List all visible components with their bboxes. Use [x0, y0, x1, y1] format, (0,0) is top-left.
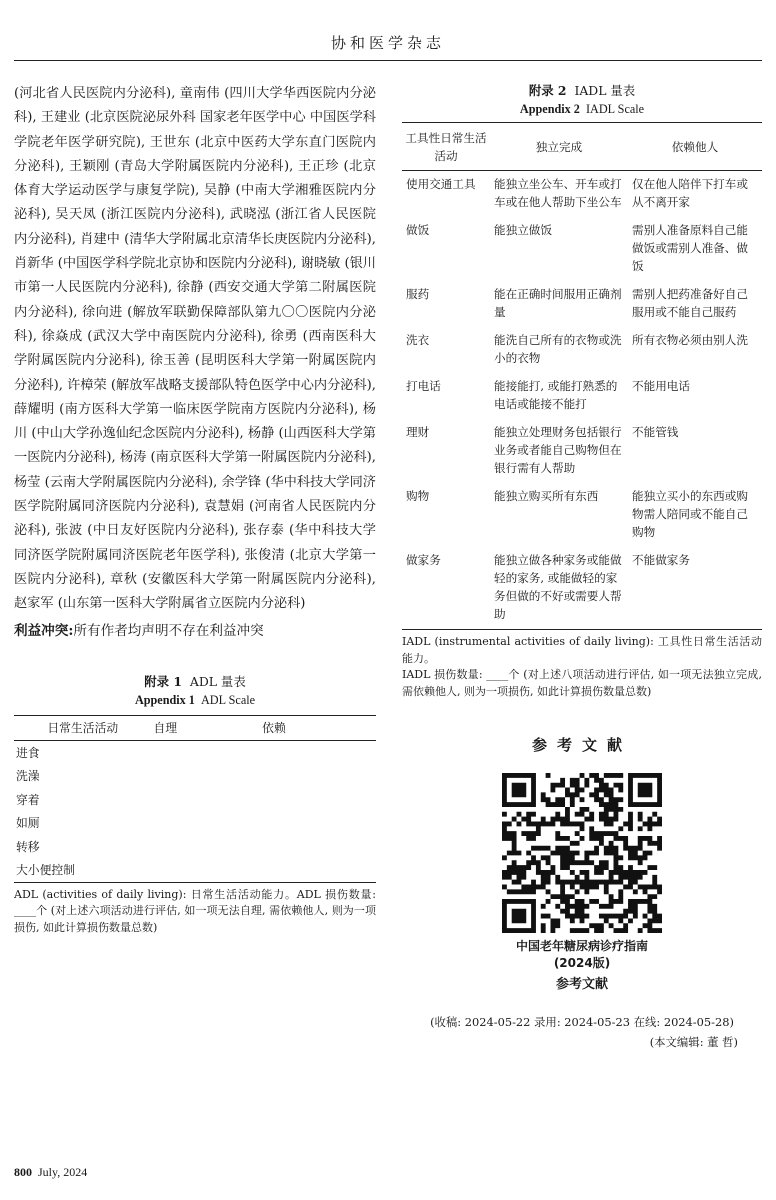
iadl-dependent: 需别人把药准备好自己服用或不能自己服药: [632, 287, 748, 319]
iadl-independent: 能独立做各种家务或能做轻的家务, 或能做轻的家务但做的不好或需要人帮助: [494, 553, 622, 621]
table-row: [402, 171, 762, 218]
references-heading: 参考文献: [531, 736, 632, 754]
adl-note: ADL (activities of daily living): 日常生活活动能力。ADL 损伤数量: ____个 (对上述六项活动进行评估, 如一项无法自理, 需依赖他人, 则为一项损伤, 如此计算损伤数量总数): [14, 887, 376, 934]
adl-activity: 大小便控制: [16, 863, 75, 878]
adl-activity: 洗澡: [16, 769, 40, 784]
iadl-dependent: 不能用电话: [632, 379, 690, 393]
iadl-header-independent: 独立完成: [490, 123, 628, 171]
iadl-dependent: 所有衣物必须由别人洗: [632, 333, 748, 347]
appendix2-title-cn: [402, 82, 762, 100]
iadl-activity: 服药: [406, 287, 430, 301]
iadl-header-activity: 工具性日常生活活动: [402, 123, 490, 171]
appendix1-name-cn: ADL 量表: [189, 673, 246, 689]
issue-date: July, 2024: [38, 1165, 88, 1179]
iadl-dependent: 不能做家务: [632, 553, 690, 567]
iadl-independent: 能接能打, 或能打熟悉的电话或能接不能打: [494, 379, 618, 411]
table-row: [14, 788, 376, 812]
page-footer: [14, 1165, 87, 1180]
iadl-independent: 能独立处理财务包括银行业务或者能自己购物但在银行需有人帮助: [494, 425, 622, 475]
appendix2-name-cn: IADL 量表: [574, 83, 636, 98]
iadl-independent: 能在正确时间服用正确剂量: [494, 287, 622, 319]
adl-table: [14, 715, 376, 883]
iadl-header-row: [402, 123, 762, 171]
adl-activity: 穿着: [16, 792, 40, 807]
iadl-note-count: IADL 损伤数量: ____个 (对上述八项活动进行评估, 如一项无法独立完成, 需依赖他人, 则为一项损伤, 如此计算损伤数量总数): [402, 668, 762, 698]
adl-header-self-care: 自理: [152, 715, 261, 740]
coi-text: 所有作者均声明不存在利益冲突: [73, 622, 264, 639]
adl-activity: 转移: [16, 839, 40, 854]
coi-label: 利益冲突:: [14, 622, 74, 639]
adl-header-dependent: 依赖: [260, 715, 376, 740]
iadl-independent: 能独立坐公车、开车或打车或在他人帮助下坐公车: [494, 177, 622, 209]
iadl-dependent: 能独立买小的东西或购物需人陪同或不能自己购物: [632, 489, 748, 539]
iadl-dependent: 需别人准备原料自己能做饭或需别人准备、做饭: [632, 223, 748, 273]
table-row: [14, 811, 376, 835]
table-row: [14, 740, 376, 764]
iadl-activity: 购物: [406, 489, 430, 503]
appendix1-title-cn: [14, 673, 376, 691]
running-head: 协和医学杂志: [330, 34, 445, 52]
page-number: 800: [14, 1165, 32, 1179]
table-row: [402, 483, 762, 547]
author-affiliations: (河北省人民医院内分泌科), 童南伟 (四川大学华西医院内分泌科), 王建业 (北京医院泌尿外科 国家老年医学中心 中国医学科学院老年医学研究院), 王世东 (北京中医药大学东直门医院内分泌科), 王颖刚 (青岛大学附属医院内分泌科), 王正珍 (北京体育大学运动医学与康复学院), 吴静 (中南大学湘雅医院内分泌科), 吴天凤 (浙江医院内分泌科), 武晓泓 (浙江省人民医院内分泌科), 肖建中 (清华大学附属北京清华长庚医院内分泌科), 肖新华 (中国医学科学院北京协和医院内分泌科), 谢晓敏 (银川市第一人民医院内分泌科), 徐静 (西安交通大学第二附属医院内分泌科), 徐向进 (解放军联勤保障部队第九〇〇医院内分泌科), 徐焱成 (武汉大学中南医院内分泌科), 徐勇 (西南医科大学附属医院内分泌科), 徐玉善 (昆明医科大学第一附属医院内分泌科), 许樟荣 (解放军战略支援部队特色医学中心内分泌科), 薛耀明 (南方医科大学第一临床医学院南方医院内分泌科), 杨川 (中山大学孙逸仙纪念医院内分泌科), 杨静 (山西医科大学第一医院内分泌科), 杨涛 (南京医科大学第一附属医院内分泌科), 杨莹 (云南大学附属医院内分泌科), 余学锋 (华中科技大学同济医学院附属同济医院内分泌科), 袁慧娟 (河南省人民医院内分泌科), 张波 (中日友好医院内分泌科), 张存泰 (华中科技大学同济医学院附属同济医院老年医学科), 张俊清 (北京大学第一医院内分泌科), 章秋 (安徽医科大学第一附属医院内分泌科), 赵家军 (山东第一医科大学附属省立医院内分泌科): [14, 86, 376, 612]
appendix2-title-en: [402, 100, 762, 118]
iadl-dependent: 不能管钱: [632, 425, 679, 439]
qr-code-icon[interactable]: [502, 773, 662, 933]
iadl-activity: 做饭: [406, 223, 430, 237]
table-row: [402, 327, 762, 373]
right-column: [402, 82, 762, 1050]
article-dates: (收稿: 2024-05-22 录用: 2024-05-23 在线: 2024-05-28): [430, 1015, 734, 1029]
appendix2-label-en: Appendix 2: [519, 102, 580, 116]
appendix1-name-en: ADL Scale: [201, 692, 256, 707]
table-row: [14, 835, 376, 859]
article-editor: (本文编辑: 董 哲): [649, 1035, 738, 1049]
conflict-of-interest: [14, 619, 376, 643]
iadl-independent: 能独立购买所有东西: [494, 489, 599, 503]
table-row: [402, 547, 762, 630]
table-row: [14, 858, 376, 882]
iadl-note-definition: IADL (instrumental activities of daily living): 工具性日常生活活动能力。: [402, 635, 762, 665]
adl-header-row: [14, 715, 376, 740]
adl-activity: 进食: [16, 745, 40, 760]
table-row: [402, 373, 762, 419]
references-qr-block: [502, 773, 662, 992]
left-column: [14, 82, 376, 936]
adl-header-activity: 日常生活活动: [14, 715, 152, 740]
qr-subcaption: 参考文献: [555, 977, 608, 992]
iadl-independent: 能独立做饭: [494, 223, 552, 237]
appendix2-name-en: IADL Scale: [585, 102, 645, 116]
iadl-activity: 理财: [406, 425, 430, 439]
iadl-independent: 能洗自己所有的衣物或洗小的衣物: [494, 333, 622, 365]
iadl-table: [402, 122, 762, 630]
header-rule: [14, 60, 762, 61]
table-row: [402, 217, 762, 281]
table-row: [14, 764, 376, 788]
appendix1-label-en: Appendix 1: [134, 692, 195, 707]
iadl-dependent: 仅在他人陪伴下打车或从不离开家: [632, 177, 748, 209]
iadl-header-dependent: 依赖他人: [628, 123, 762, 171]
iadl-activity: 洗衣: [406, 333, 430, 347]
qr-caption: 中国老年糖尿病诊疗指南 (2024版): [515, 939, 648, 970]
appendix2-label-cn: 附录 2: [528, 83, 567, 98]
appendix1-block: [14, 673, 376, 937]
iadl-activity: 使用交通工具: [406, 177, 476, 191]
table-row: [402, 281, 762, 327]
adl-activity: 如厕: [16, 816, 40, 831]
table-row: [402, 419, 762, 483]
appendix1-title-en: [14, 691, 376, 709]
appendix1-label-cn: 附录 1: [144, 673, 182, 689]
iadl-activity: 打电话: [406, 379, 441, 393]
iadl-activity: 做家务: [406, 553, 441, 567]
